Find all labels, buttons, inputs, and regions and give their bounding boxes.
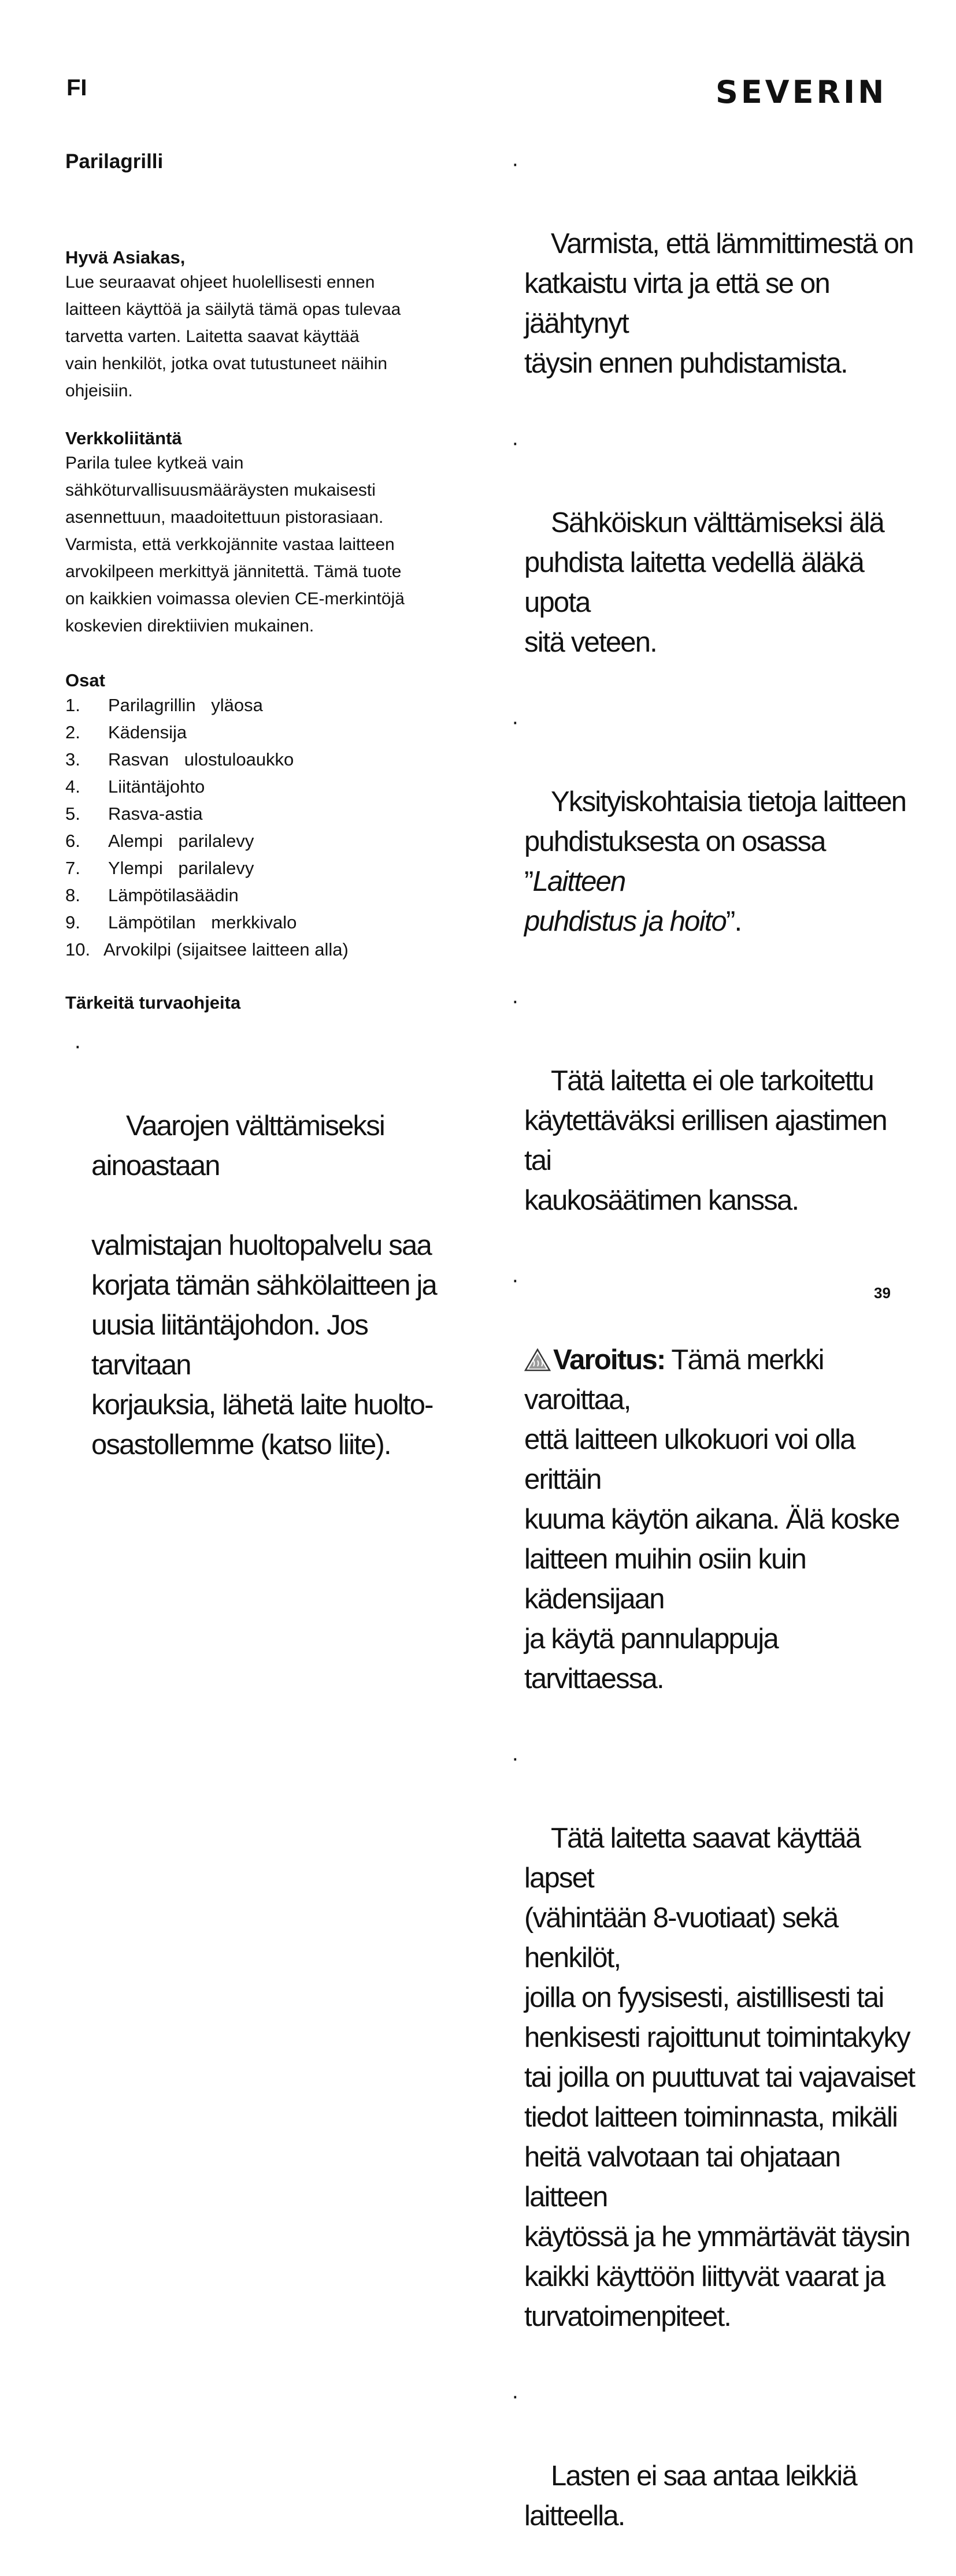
bullet-text-end: ”.: [725, 906, 742, 937]
page-title: Parilagrilli: [65, 150, 164, 173]
warning-label: Varoitus:: [553, 1344, 665, 1376]
language-code: FI: [66, 75, 87, 101]
greeting-text: Lue seuraavat ohjeet huolellisesti ennen laitteen käyttöä ja säilytä tämä opas tulevaa tarvetta varten. Laitetta saavat käyttää vain henkilöt, jotka ovat tutustuneet näihin ohjeisiin.: [65, 273, 401, 400]
bullet-mark: ·: [74, 1034, 80, 1058]
bullet-mark: ·: [512, 431, 518, 455]
hot-surface-warning-icon: [524, 1348, 551, 1371]
greeting-section: [65, 247, 470, 404]
part-label: Lämpötilasäädin: [108, 885, 239, 905]
part-label: Arvokilpi (sijaitsee laitteen alla): [103, 939, 349, 960]
bullet-text: Lasten ei saa antaa leikkiä laitteella.: [524, 2460, 857, 2532]
list-item: [65, 773, 470, 800]
list-item: [65, 719, 470, 746]
page-number: 39: [874, 1284, 891, 1302]
brand-logo: SEVERIN: [716, 74, 887, 110]
bullet-text: Tätä laitetta saavat käyttää lapset (vähintään 8-vuotiaat) sekä henkilöt, joilla on fyysisesti, aistillisesti tai henkisesti rajoittunut toimintakyky tai joilla on puuttuvat tai vajavaiset tiedot laitteen toiminnasta, mikäli heitä valvotaan tai ohjataan laitteen käytössä ja he ymmärtävät täysin kaikki käyttöön liittyvät vaarat ja turvatoimenpiteet.: [524, 1823, 915, 2332]
safety-bullet-text: valmistajan huoltopalvelu saa korjata tämän sähkölaitteen ja uusia liitäntäjohdon. Jos tarvitaan korjauksia, lähetä laite huolto- osastollemme (katso liite).: [91, 1230, 436, 1460]
part-number: 8.: [65, 885, 80, 905]
details-bullet: [512, 702, 916, 982]
shock-bullet: [512, 423, 916, 702]
part-label: Rasvan ulostuloaukko: [108, 749, 294, 770]
bullet-text: Tätä laitetta ei ole tarkoitettu käytettäväksi erillisen ajastimen tai kaukosäätimen kanssa.: [524, 1065, 887, 1216]
parts-section: [65, 670, 470, 963]
bullet-mark: ·: [512, 710, 518, 734]
network-text: Parila tulee kytkeä vain sähköturvallisuusmääräysten mukaisesti asennettuun, maadoitettuun pistorasiaan. Varmista, että verkkojännite vastaa laitteen arvokilpeen merkittyä jännitettä. Tämä tuote on kaikkien voimassa olevien CE-merkintöjä koskevien direktiivien mukainen.: [65, 454, 405, 635]
network-heading: Verkkoliitäntä: [65, 428, 182, 448]
part-label: Rasva-astia: [108, 804, 203, 824]
bullet-mark: ·: [512, 2384, 518, 2408]
left-column: [65, 149, 470, 1465]
part-number: 10.: [65, 939, 91, 960]
bullet-text: Yksityiskohtaisia tietoja laitteen puhdistuksesta on osassa ”: [524, 786, 906, 897]
greeting-heading: Hyvä Asiakas,: [65, 247, 186, 267]
children-bullet: [512, 1739, 916, 2377]
cleaning-bullet: [512, 144, 916, 423]
list-item: [65, 827, 470, 854]
part-number: 9.: [65, 912, 80, 932]
part-label: Alempi parilalevy: [108, 831, 254, 851]
part-label: Parilagrillin yläosa: [108, 695, 263, 715]
parts-heading: Osat: [65, 670, 105, 690]
part-label: Kädensija: [108, 722, 187, 742]
list-item: [65, 936, 470, 963]
list-item: [65, 854, 470, 882]
bullet-text: Tämä merkki varoittaa, että laitteen ulkokuori voi olla erittäin kuuma käytön aikana. Älä koske laitteen muihin osiin kuin kädensijaan ja käytä pannulappuja tarvittaessa.: [524, 1344, 899, 1694]
bullet-mark: ·: [512, 1268, 518, 1292]
right-column: [512, 144, 916, 2576]
part-label: Ylempi parilalevy: [108, 858, 254, 878]
list-item: [65, 692, 470, 719]
list-item: [65, 746, 470, 773]
bullet-mark: ·: [512, 1746, 518, 1771]
part-number: 5.: [65, 804, 80, 824]
network-section: [65, 428, 470, 640]
safety-bullet: [65, 1027, 470, 1465]
list-item: [65, 800, 470, 827]
part-number: 4.: [65, 776, 80, 797]
part-number: 7.: [65, 858, 80, 878]
list-item: [65, 882, 470, 909]
part-number: 3.: [65, 749, 80, 770]
safety-heading: Tärkeitä turvaohjeita: [65, 993, 241, 1013]
bullet-text: Sähköiskun välttämiseksi älä puhdista laitetta vedellä äläkä upota sitä veteen.: [524, 507, 884, 658]
part-number: 2.: [65, 722, 80, 742]
timer-bullet: [512, 982, 916, 1261]
warning-bullet: [512, 1261, 916, 1739]
parts-list: [65, 692, 470, 963]
safety-bullet-first-line: Vaarojen välttämiseksi ainoastaan: [91, 1110, 384, 1181]
bullet-mark: ·: [512, 989, 518, 1013]
part-label: Lämpötilan merkkivalo: [108, 912, 297, 932]
safety-section: [65, 992, 470, 1465]
section-reference: Laitteen puhdistus ja hoito: [524, 866, 726, 937]
bullet-text: Varmista, että lämmittimestä on katkaistu virta ja että se on jäähtynyt täysin ennen puhdistamista.: [524, 228, 913, 379]
part-number: 1.: [65, 695, 80, 715]
list-item: [65, 909, 470, 936]
bullet-mark: ·: [512, 152, 518, 176]
part-number: 6.: [65, 831, 80, 851]
play-bullet: [512, 2377, 916, 2576]
part-label: Liitäntäjohto: [108, 776, 205, 797]
